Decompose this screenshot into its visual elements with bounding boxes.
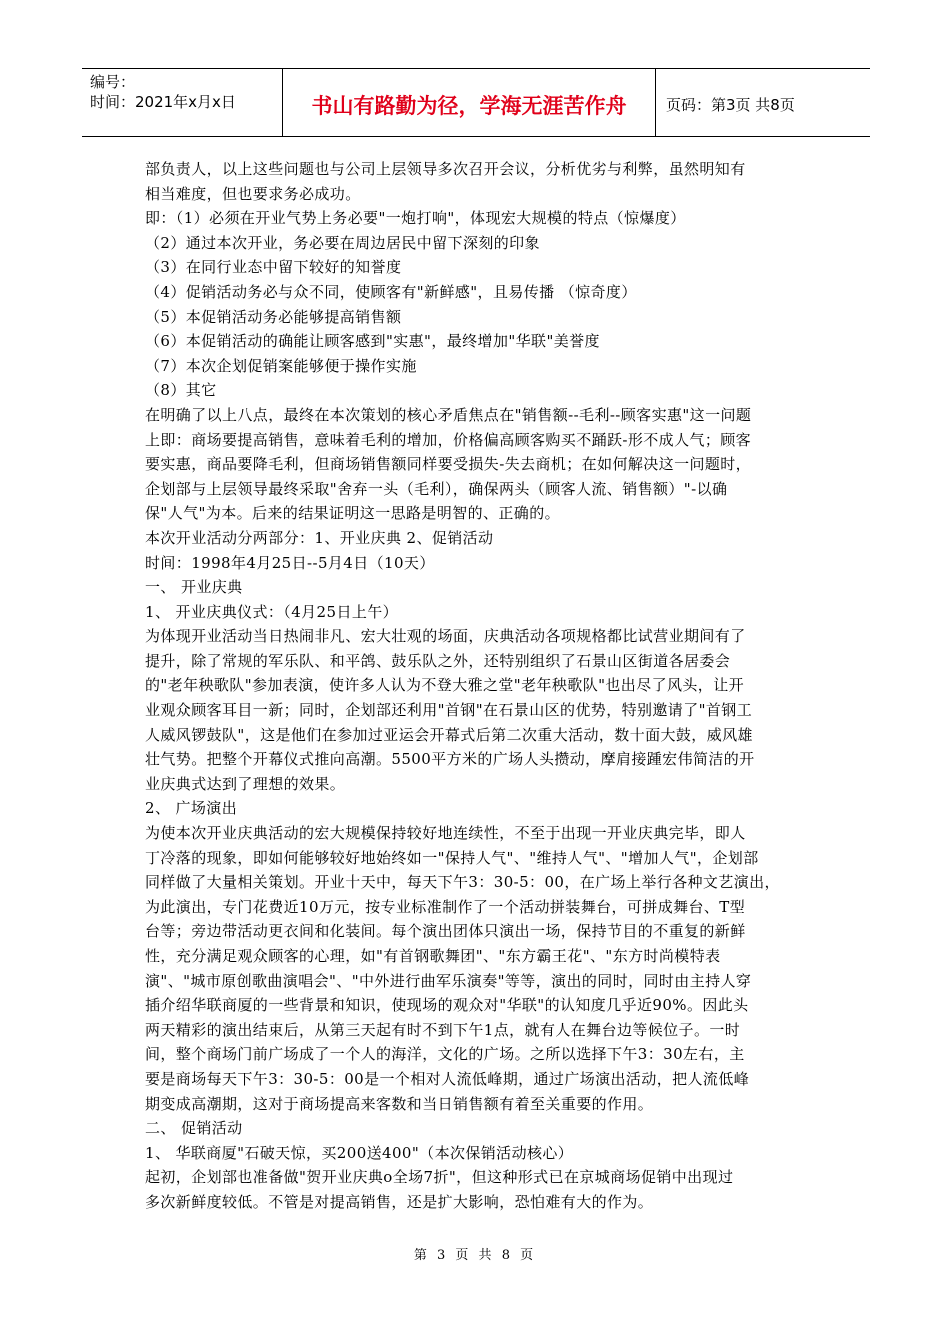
body-line: 企划部与上层领导最终采取"舍弃一头（毛利），确保两头（顾客人流、销售额）"-以确 <box>145 479 728 498</box>
body-line: 演"、"城市原创歌曲演唱会"、"中外进行曲军乐演奏"等等，演出的同时，同时由主持人穿 <box>145 971 752 990</box>
header-meta <box>82 69 283 136</box>
body-line: 1、 华联商厦"石破天惊，买200送400"（本次保销活动核心） <box>145 1143 574 1162</box>
body-line: 业庆典式达到了理想的效果。 <box>145 774 346 793</box>
body-line: 为此演出，专门花费近10万元，按专业标准制作了一个活动拼装舞台，可拼成舞台、T型 <box>145 897 746 916</box>
body-line: 两天精彩的演出结束后，从第三天起有时不到下午1点，就有人在舞台边等候位子。一时 <box>145 1020 741 1039</box>
body-line: （7）本次企划促销案能够便于操作实施 <box>145 356 417 375</box>
body-line: 插介绍华联商厦的一些背景和知识，使现场的观众对"华联"的认知度几乎近90%。因此头 <box>145 996 749 1015</box>
body-line: 性，充分满足观众顾客的心理，如"有首钢歌舞团"、"东方霸王花"、"东方时尚模特表 <box>145 947 721 965</box>
body-line: 台等；旁边带活动更衣间和化装间。每个演出团体只演出一场，保持节目的不重复的新鲜 <box>145 922 746 941</box>
body-line: 为体现开业活动当日热闹非凡、宏大壮观的场面，庆典活动各项规格都比试营业期间有了 <box>145 627 746 646</box>
body-line: 要实惠，商品要降毛利，但商场销售额同样要受损失-失去商机；在如何解决这一问题时， <box>145 455 752 474</box>
body-line: （5）本促销活动务必能够提高销售额 <box>145 307 402 326</box>
body-line: 提升，除了常规的军乐队、和平鸽、鼓乐队之外，还特别组织了石景山区街道各居委会 <box>145 651 731 670</box>
body-line: 本次开业活动分两部分：1、开业庆典 2、促销活动 <box>145 528 494 547</box>
body-line: 同样做了大量相关策划。开业十天中，每天下午3：30-5：00，在广场上举行各种文艺演出， <box>145 873 780 892</box>
body-line: 保"人气"为本。后来的结果证明这一思路是明智的、正确的。 <box>145 504 561 523</box>
document-body <box>145 157 815 1215</box>
body-line: （6）本促销活动的确能让顾客感到"实惠"，最终增加"华联"美誉度 <box>145 332 600 351</box>
body-line: 部负责人，以上这些问题也与公司上层领导多次召开会议，分析优劣与利弊，虽然明知有 <box>145 160 746 178</box>
body-line: 为使本次开业庆典活动的宏大规模保持较好地连续性，不至于出现一开业庆典完毕，即人 <box>145 824 746 843</box>
body-line: 业观众顾客耳目一新；同时，企划部还利用"首钢"在石景山区的优势，特别邀请了"首钢工 <box>145 701 753 720</box>
body-line: （4）促销活动务必与众不同，使顾客有"新鲜感"，且易传播 （惊奇度） <box>145 282 637 301</box>
body-line: 二、 促销活动 <box>145 1119 243 1138</box>
body-line: 多次新鲜度较低。不管是对提高销售，还是扩大影响，恐怕难有大的作为。 <box>145 1192 654 1211</box>
body-line: 间，整个商场门前广场成了一个人的海洋，文化的广场。之所以选择下午3：30左右，主 <box>145 1045 745 1064</box>
body-line: （8）其它 <box>145 381 217 400</box>
body-line: 的"老年秧歌队"参加表演，使许多人认为不登大雅之堂"老年秧歌队"也出尽了风头，让开 <box>145 676 745 695</box>
body-line: 2、 广场演出 <box>145 799 238 818</box>
body-line: 1、 开业庆典仪式：（4月25日上午） <box>145 602 399 621</box>
header-page-number: 页码：第3页 共8页 <box>666 96 795 114</box>
body-line: 期变成高潮期，这对于商场提高来客数和当日销售额有着至关重要的作用。 <box>145 1094 654 1113</box>
page-header <box>82 68 870 137</box>
body-line: 人威风锣鼓队"，这是他们在参加过亚运会开幕式后第二次重大活动，数十面大鼓，威风雄 <box>145 725 753 744</box>
body-line: 相当难度，但也要求务必成功。 <box>145 184 361 203</box>
body-line: （2）通过本次开业，务必要在周边居民中留下深刻的印象 <box>145 233 540 252</box>
document-number-label: 编号： <box>90 73 136 91</box>
body-line: 即：（1）必须在开业气势上务必要"一炮打响"，体现宏大规模的特点（惊爆度） <box>145 209 686 228</box>
body-line: 要是商场每天下午3：30-5：00是一个相对人流低峰期，通过广场演出活动，把人流低峰 <box>145 1069 750 1088</box>
body-line: （3）在同行业态中留下较好的知誉度 <box>145 258 402 277</box>
body-line: 时间：1998年4月25日--5月4日（10天） <box>145 553 435 572</box>
header-motto: 书山有路勤为径，学海无涯苦作舟 <box>283 69 656 136</box>
body-line: 一、 开业庆典 <box>145 578 243 597</box>
body-line: 起初，企划部也准备做"贺开业庆典o全场7折"，但这种形式已在京城商场促销中出现过 <box>145 1168 734 1187</box>
document-date-label: 时间：2021年x月x日 <box>90 93 236 111</box>
body-line: 丁冷落的现象，即如何能够较好地始终如一"保持人气"、"维持人气"、"增加人气"，企划部 <box>145 848 759 867</box>
page-footer: 第 3 页 共 8 页 <box>413 1248 537 1263</box>
body-line: 壮气势。把整个开幕仪式推向高潮。5500平方米的广场人头攒动，摩肩接踵宏伟简洁的开 <box>145 750 755 769</box>
body-line: 上即：商场要提高销售，意味着毛利的增加，价格偏高顾客购买不踊跃-形不成人气；顾客 <box>145 430 752 449</box>
body-line: 在明确了以上八点，最终在本次策划的核心矛盾焦点在"销售额--毛利--顾客实惠"这一问题 <box>145 405 752 424</box>
